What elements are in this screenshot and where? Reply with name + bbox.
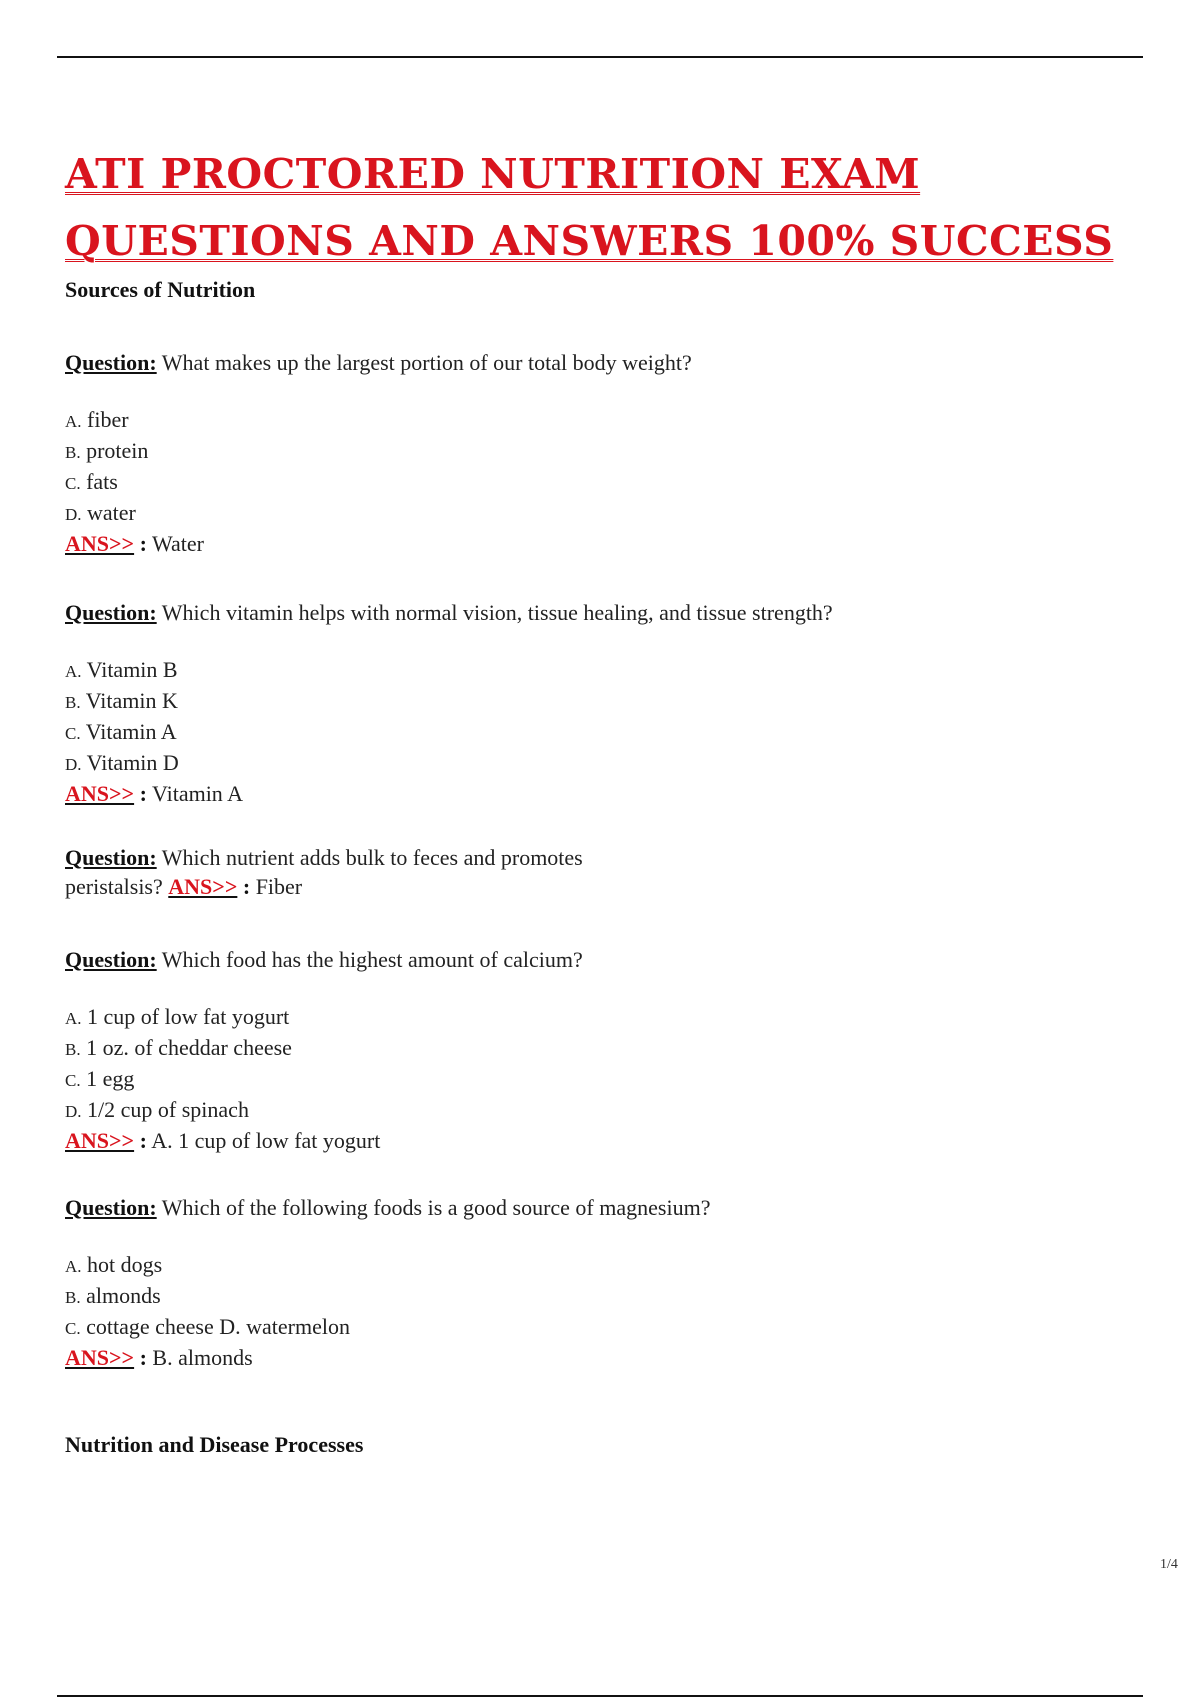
answer-option bbox=[65, 1064, 1105, 1095]
answer-label: ANS>> bbox=[65, 531, 135, 556]
option-text: water bbox=[87, 500, 136, 525]
answer-option bbox=[65, 1033, 1105, 1064]
question-body: What makes up the largest portion of our total body weight? bbox=[161, 350, 692, 375]
option-text: fats bbox=[86, 469, 118, 494]
page-number: 1/4 bbox=[1160, 1557, 1178, 1572]
option-letter: D. bbox=[65, 1102, 82, 1121]
option-text: 1 oz. of cheddar cheese bbox=[86, 1035, 292, 1060]
question-text-continued bbox=[65, 872, 1105, 901]
option-letter: C. bbox=[65, 474, 81, 493]
option-letter: C. bbox=[65, 1071, 81, 1090]
question-body: Which nutrient adds bulk to feces and promotes bbox=[161, 845, 583, 870]
question-block bbox=[65, 843, 1105, 901]
option-letter: B. bbox=[65, 693, 81, 712]
option-letter: A. bbox=[65, 412, 82, 431]
option-text: cottage cheese D. watermelon bbox=[86, 1314, 350, 1339]
answer-option bbox=[65, 1002, 1105, 1033]
question-text bbox=[65, 843, 1105, 872]
answer-colon: : bbox=[139, 1345, 147, 1370]
section-heading-sources: Sources of Nutrition bbox=[65, 277, 256, 302]
answer-option bbox=[65, 1250, 1105, 1281]
option-letter: C. bbox=[65, 724, 81, 743]
option-letter: B. bbox=[65, 443, 81, 462]
answer-label: ANS>> bbox=[65, 1128, 135, 1153]
option-text: almonds bbox=[86, 1283, 161, 1308]
answer-option bbox=[65, 1095, 1105, 1126]
option-letter: A. bbox=[65, 662, 82, 681]
option-text: 1 cup of low fat yogurt bbox=[87, 1004, 290, 1029]
answer-colon: : bbox=[139, 531, 147, 556]
question-text bbox=[65, 945, 1105, 974]
question-label: Question: bbox=[65, 600, 157, 625]
question-text bbox=[65, 348, 1105, 377]
option-letter: B. bbox=[65, 1040, 81, 1059]
answer-option bbox=[65, 655, 1105, 686]
option-text: protein bbox=[86, 438, 149, 463]
answer-text: Water bbox=[152, 531, 205, 556]
option-letter: D. bbox=[65, 505, 82, 524]
question-text bbox=[65, 598, 1105, 627]
answer-label: ANS>> bbox=[65, 781, 135, 806]
question-text bbox=[65, 1193, 1105, 1222]
option-letter: A. bbox=[65, 1257, 82, 1276]
answer-option bbox=[65, 1281, 1105, 1312]
answer-option bbox=[65, 436, 1105, 467]
answer-label: ANS>> bbox=[168, 874, 238, 899]
section-heading-disease: Nutrition and Disease Processes bbox=[65, 1432, 364, 1457]
question-body: Which vitamin helps with normal vision, tissue healing, and tissue strength? bbox=[161, 600, 833, 625]
answer-option bbox=[65, 498, 1105, 529]
answer-label: ANS>> bbox=[65, 1345, 135, 1370]
answer-option bbox=[65, 686, 1105, 717]
option-letter: A. bbox=[65, 1009, 82, 1028]
bottom-rule bbox=[57, 1695, 1143, 1697]
answer-option bbox=[65, 717, 1105, 748]
question-label: Question: bbox=[65, 845, 157, 870]
document-title-line-2: QUESTIONS AND ANSWERS 100% SUCCESS bbox=[65, 217, 1114, 265]
answer-option bbox=[65, 467, 1105, 498]
question-label: Question: bbox=[65, 350, 157, 375]
question-body: peristalsis? bbox=[65, 874, 163, 899]
answer-line bbox=[65, 1126, 1105, 1155]
option-text: Vitamin K bbox=[85, 688, 178, 713]
question-label: Question: bbox=[65, 1195, 157, 1220]
answer-line bbox=[65, 529, 1105, 558]
question-block bbox=[65, 945, 1105, 1155]
option-letter: C. bbox=[65, 1319, 81, 1338]
answer-option bbox=[65, 405, 1105, 436]
option-text: Vitamin B bbox=[86, 657, 178, 682]
question-block bbox=[65, 348, 1105, 558]
option-letter: D. bbox=[65, 755, 82, 774]
question-label: Question: bbox=[65, 947, 157, 972]
option-text: Vitamin D bbox=[86, 750, 179, 775]
option-text: 1/2 cup of spinach bbox=[87, 1097, 249, 1122]
option-text: 1 egg bbox=[86, 1066, 135, 1091]
answer-option bbox=[65, 748, 1105, 779]
answer-option bbox=[65, 1312, 1105, 1343]
answer-text: Fiber bbox=[255, 874, 303, 899]
option-text: hot dogs bbox=[87, 1252, 163, 1277]
answer-text: Vitamin A bbox=[152, 781, 243, 806]
top-rule bbox=[57, 56, 1143, 58]
answer-line bbox=[65, 1343, 1105, 1372]
answer-colon: : bbox=[139, 1128, 147, 1153]
answer-text: A. 1 cup of low fat yogurt bbox=[151, 1128, 381, 1153]
question-block bbox=[65, 1193, 1105, 1372]
document-title-line-1: ATI PROCTORED NUTRITION EXAM bbox=[65, 150, 921, 198]
option-text: fiber bbox=[87, 407, 129, 432]
answer-colon: : bbox=[242, 874, 251, 899]
option-letter: B. bbox=[65, 1288, 81, 1307]
option-text: Vitamin A bbox=[85, 719, 177, 744]
question-body: Which food has the highest amount of calcium? bbox=[161, 947, 583, 972]
answer-line bbox=[65, 779, 1105, 808]
question-body: Which of the following foods is a good source of magnesium? bbox=[161, 1195, 711, 1220]
answer-text: B. almonds bbox=[152, 1345, 253, 1370]
answer-colon: : bbox=[139, 781, 147, 806]
question-block bbox=[65, 598, 1105, 808]
